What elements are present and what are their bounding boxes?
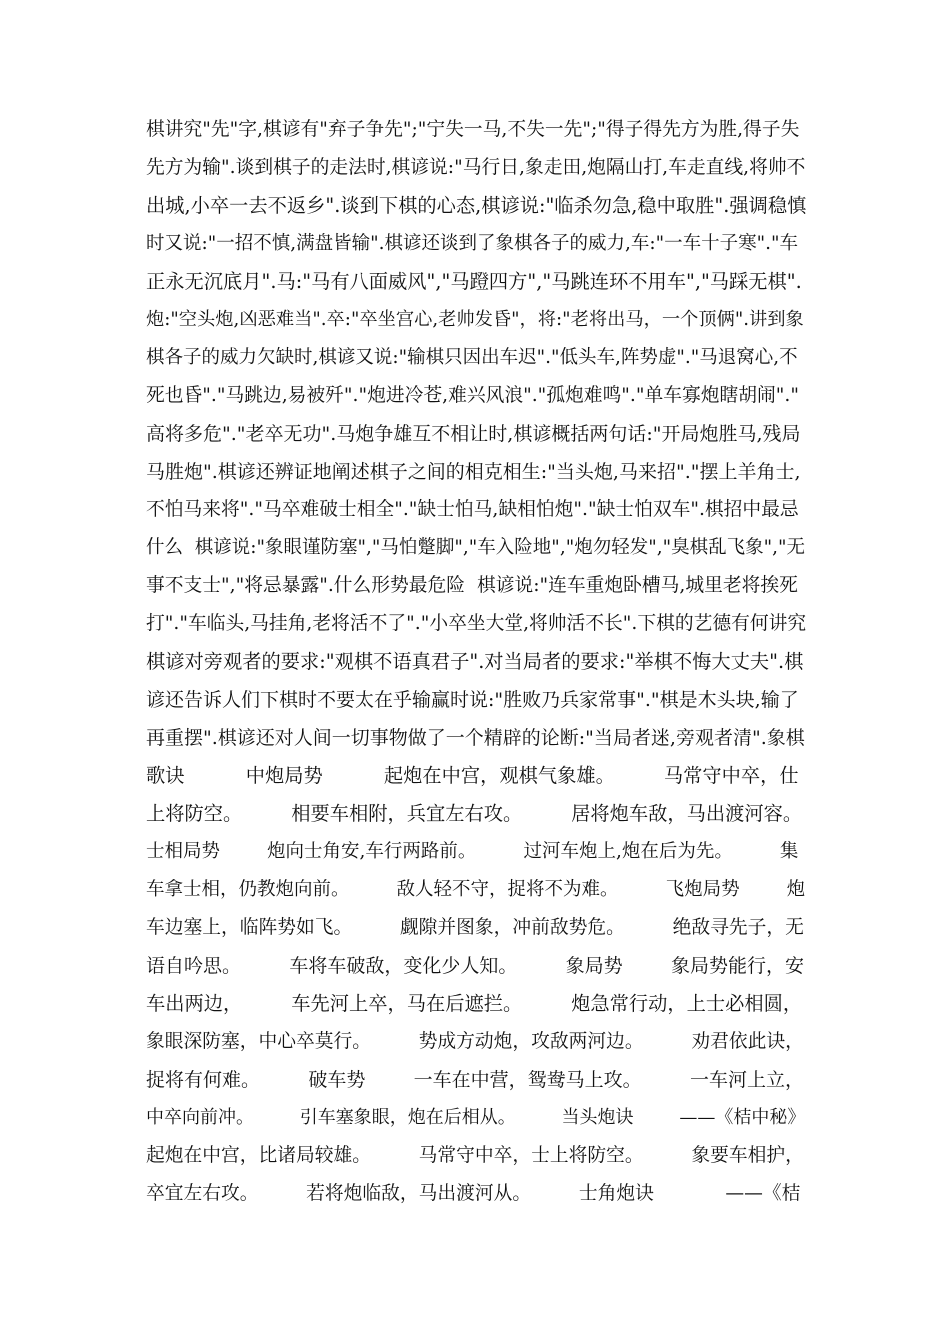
text-line: 再重摆".棋谚还对人间一切事物做了一个精辟的论断:"当局者迷,旁观者清".象棋 — [146, 727, 805, 749]
text-line: 什么 棋谚说:"象眼谨防塞","马怕蹩脚","车入险地","炮勿轻发","臭棋乱飞象","无 — [146, 537, 806, 558]
text-line: 打"."车临头,马挂角,老将活不了"."小卒坐大堂,将帅活不长".下棋的艺德有何讲究 — [146, 613, 807, 634]
text-line: 炮:"空头炮,凶恶难当".卒:"卒坐宫心,老帅发昏"，将:"老将出马，一个顶俩".讲到象 — [146, 309, 804, 330]
text-line: 时又说:"一招不慎,满盘皆输".棋谚还谈到了象棋各子的威力,车:"一车十子寒"."车 — [146, 233, 799, 254]
text-line: 卒宜左右攻。 若将炮临敌，马出渡河从。 士角炮诀 ——《桔 — [146, 1183, 801, 1204]
text-line: 车拿士相，仍教炮向前。 敌人轻不守，捉将不为难。 飞炮局势 炮 — [146, 879, 806, 900]
text-line: 出城,小卒一去不返乡".谈到下棋的心态,棋谚说:"临杀勿急,稳中取胜".强调稳慎 — [146, 194, 807, 217]
text-line: 捉将有何难。 破车势 一车在中营，鸳鸯马上攻。 一车河上立， — [146, 1069, 804, 1091]
text-line: 不怕马来将"."马卒难破士相全"."缺士怕马,缺相怕炮"."缺士怕双车".棋招中最忌 — [146, 499, 799, 520]
text-line: 车出两边， 车先河上卒，马在后遮拦。 炮急常行动，上士必相圆， — [146, 992, 803, 1015]
text-line: 高将多危"."老卒无功".马炮争雄互不相让时,棋谚概括两句话:"开局炮胜马,残局 — [146, 423, 801, 445]
text-line: 语自吟思。 车将车破敌，变化少人知。 象局势 象局势能行，安 — [146, 955, 804, 977]
text-line: 死也昏"."马跳边,易被歼"."炮进冷苍,难兴风浪"."孤炮难鸣"."单车寡炮瞎胡闹"." — [146, 385, 799, 406]
text-line: 士相局势 炮向士角安,车行两路前。 过河车炮上,炮在后为先。 集 — [146, 841, 799, 862]
text-line: 棋各子的威力欠缺时,棋谚又说:"输棋只因出车迟"."低头车,阵势虚"."马退窝心,不 — [146, 347, 798, 368]
text-line: 谚还告诉人们下棋时不要太在乎输赢时说:"胜败乃兵家常事"."棋是木头块,输了 — [146, 689, 799, 711]
text-line: 棋讲究"先"字,棋谚有"弃子争先";"宁失一马,不失一先";"得子得先方为胜,得子失 — [146, 119, 800, 140]
text-line: 上将防空。 相要车相附，兵宜左右攻。 居将炮车敌，马出渡河容。 — [146, 802, 803, 825]
text-line: 棋谚对旁观者的要求:"观棋不语真君子".对当局者的要求:"举棋不悔大丈夫".棋 — [146, 650, 804, 673]
text-line: 马胜炮".棋谚还辨证地阐述棋子之间的相克相生:"当头炮,马来招"."摆上羊角士, — [146, 461, 801, 483]
text-line: 正永无沉底月".马:"马有八面威风","马蹬四方","马跳连环不用车","马踩无棋". — [146, 270, 802, 293]
text-line: 车边塞上，临阵势如飞。 觑隙并图象，冲前敌势危。 绝敌寻先子，无 — [146, 917, 804, 938]
text-line: 先方为输".谈到棋子的走法时,棋谚说:"马行日,象走田,炮隔山打,车走直线,将帅不 — [146, 157, 806, 178]
text-line: 歌诀 中炮局势 起炮在中宫，观棋气象雄。 马常守中卒，仕 — [146, 764, 799, 787]
text-line: 事不支士","将忌暴露".什么形势最危险 棋谚说:"连车重炮卧槽马,城里老将挨死 — [146, 575, 798, 596]
text-line: 起炮在中宫，比诸局较雄。 马常守中卒，士上将防空。 象要车相护， — [146, 1145, 804, 1166]
text-line: 中卒向前冲。 引车塞象眼，炮在后相从。 当头炮诀 ——《桔中秘》 — [146, 1107, 806, 1128]
text-line: 象眼深防塞，中心卒莫行。 势成方动炮，攻敌两河边。 劝君依此诀， — [146, 1031, 804, 1052]
